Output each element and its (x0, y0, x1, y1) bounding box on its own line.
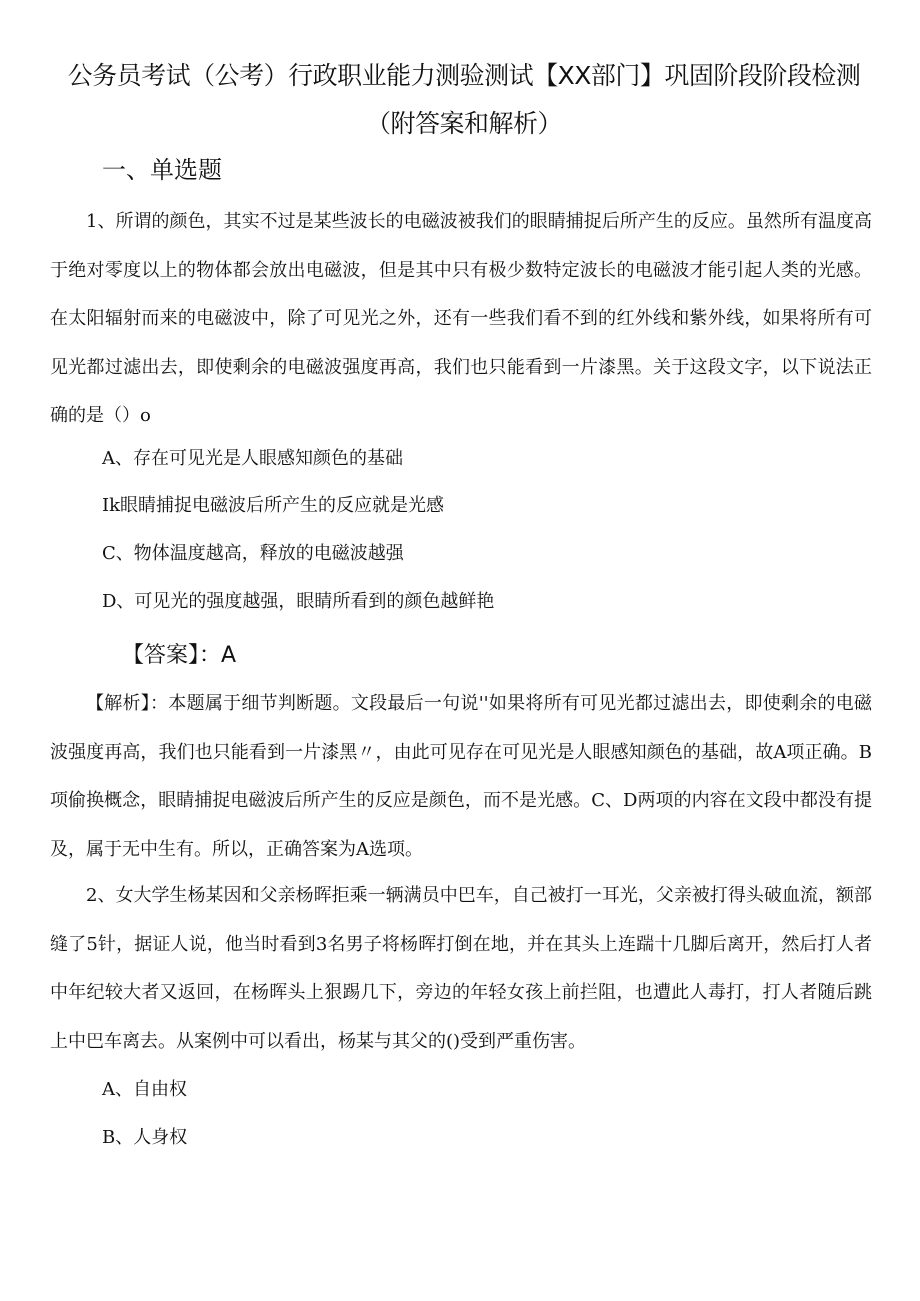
question-1-option-b: Ik眼睛捕捉电磁波后所产生的反应就是光感 (102, 495, 445, 516)
question-2-option-a: A、自由权 (102, 1079, 187, 1100)
question-1-stem: 1、所谓的颜色，其实不过是某些波长的电磁波被我们的眼睛捕捉后所产生的反应。虽然所有温度高于绝对零度以上的物体都会放出电磁波，但是其中只有极少数特定波长的电磁波才能引起人类的光感。在太阳辐射而来的电磁波中，除了可见光之外，还有一些我们看不到的红外线和紫外线，如果将所有可见光都过滤出去，即使剩余的电磁波强度再高，我们也只能看到一片漆黑。关于这段文字，以下说法正确的是（）o (50, 211, 872, 427)
question-2-option-b: B、人身权 (102, 1127, 188, 1148)
question-1-option-c: C、物体温度越高，释放的电磁波越强 (102, 543, 404, 564)
question-1-option-d: D、可见光的强度越强，眼睛所看到的颜色越鲜艳 (102, 591, 495, 612)
question-1-option-a: A、存在可见光是人眼感知颜色的基础 (102, 448, 403, 469)
explanation-text: ：本题属于细节判断题。文段最后一句说''如果将所有可见光都过滤出去，即使剩余的电磁波强度再高，我们也只能看到一片漆黑〃，由此可见存在可见光是人眼感知颜色的基础，故A项正确。B项偷换概念，眼睛捕捉电磁波后所产生的反应是颜色，而不是光感。C、D两项的内容在文段中都没有提及，属于无中生有。所以，正确答案为A选项。 (50, 693, 873, 860)
question-1-explanation (50, 680, 872, 874)
question-2-stem: 2、女大学生杨某因和父亲杨晖拒乘一辆满员中巴车，自己被打一耳光，父亲被打得头破血流，额部缝了5针，据证人说，他当时看到3名男子将杨晖打倒在地，并在其头上连踹十几脚后离开，然后打人者中年纪较大者又返回，在杨晖头上狠踢几下，旁边的年轻女孩上前拦阻，也遭此人毒打，打人者随后跳上中巴车离去。从案例中可以看出，杨某与其父的()受到严重伤害。 (50, 885, 872, 1052)
question-1-answer: 【答案】：A (122, 643, 237, 668)
explanation-label: 【解析】 (86, 693, 151, 714)
document-title: 公务员考试（公考）行政职业能力测验测试【XX部门】巩固阶段阶段检测（附答案和解析） (67, 61, 861, 138)
section-heading: 一、单选题 (102, 156, 222, 184)
